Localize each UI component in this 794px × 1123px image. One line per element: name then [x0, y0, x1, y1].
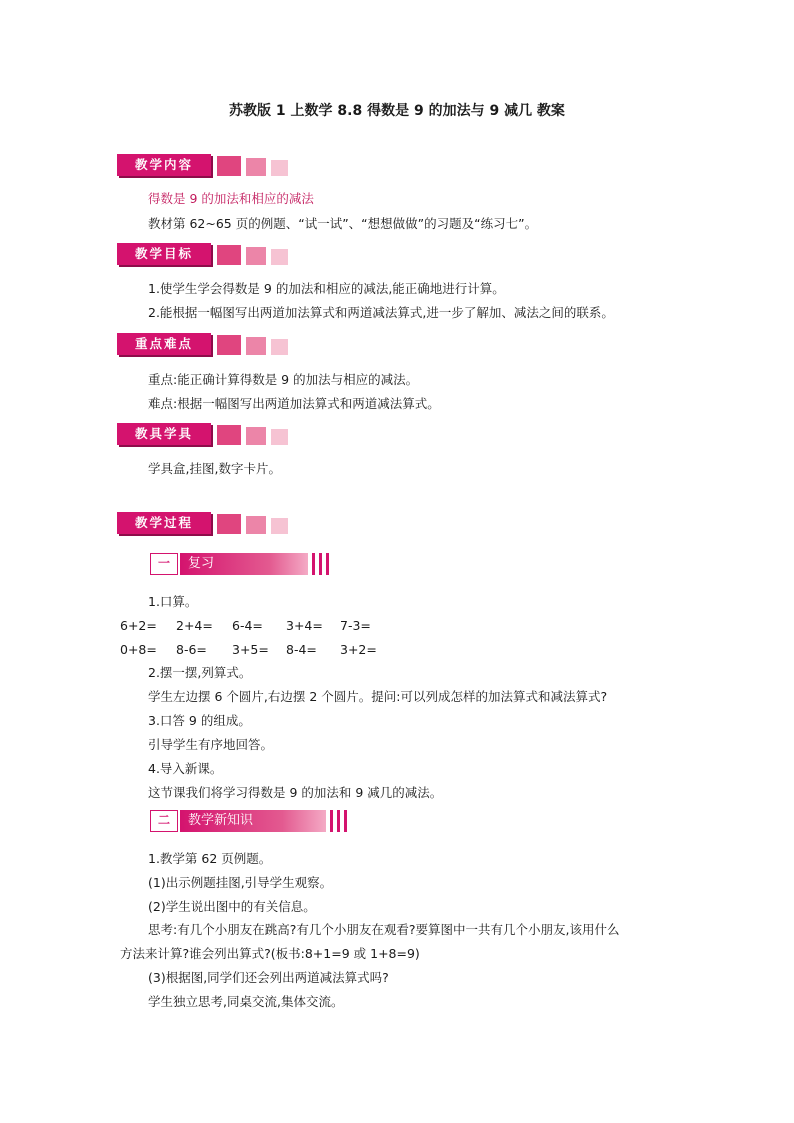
- decor-block: [246, 516, 266, 534]
- tools-text: 学具盒,挂图,数字卡片。: [148, 461, 281, 476]
- decor-tick: [330, 810, 333, 832]
- decor-block: [271, 429, 288, 445]
- decor-block: [217, 335, 241, 355]
- lesson-line: 方法来计算?谁会列出算式?(板书:8+1=9 或 1+8=9): [120, 946, 420, 961]
- calc-cell: 6+2=: [120, 618, 157, 633]
- decor-block: [271, 160, 288, 176]
- calc-cell: 3+5=: [232, 642, 269, 657]
- section-label: 重点难点: [117, 333, 211, 355]
- decor-block: [271, 249, 288, 265]
- decor-block: [217, 156, 241, 176]
- document-title: 苏教版 1 上数学 8.8 得数是 9 的加法与 9 减几 教案: [229, 103, 565, 119]
- subsection-label: 教学新知识: [180, 810, 326, 832]
- lesson-line: (1)出示例题挂图,引导学生观察。: [148, 875, 333, 890]
- decor-tick: [326, 553, 329, 575]
- subsection-number: 一: [150, 553, 178, 575]
- lesson-line: 思考:有几个小朋友在跳高?有几个小朋友在观看?要算图中一共有几个小朋友,该用什么: [148, 922, 620, 937]
- lesson-line: 学生独立思考,同桌交流,集体交流。: [148, 994, 344, 1009]
- subsection-number: 二: [150, 810, 178, 832]
- difficulty-item: 难点:根据一幅图写出两道加法算式和两道减法算式。: [148, 396, 440, 411]
- calc-cell: 3+4=: [286, 618, 323, 633]
- keypoint-item: 重点:能正确计算得数是 9 的加法与相应的减法。: [148, 372, 419, 387]
- decor-block: [217, 514, 241, 534]
- review-item-4-desc: 这节课我们将学习得数是 9 的加法和 9 减几的减法。: [148, 785, 443, 800]
- section-label: 教学内容: [117, 154, 211, 176]
- review-item-2: 2.摆一摆,列算式。: [148, 665, 252, 680]
- decor-block: [271, 518, 288, 534]
- decor-tick: [344, 810, 347, 832]
- section-label: 教学过程: [117, 512, 211, 534]
- decor-block: [246, 158, 266, 176]
- decor-block: [271, 339, 288, 355]
- review-item-2-desc: 学生左边摆 6 个圆片,右边摆 2 个圆片。提问:可以列成怎样的加法算式和减法算式?: [148, 689, 608, 704]
- lesson-line: 1.教学第 62 页例题。: [148, 851, 272, 866]
- subsection-label: 复习: [180, 553, 308, 575]
- calc-cell: 2+4=: [176, 618, 213, 633]
- content-topic: 得数是 9 的加法和相应的减法: [148, 191, 314, 206]
- review-item-3-desc: 引导学生有序地回答。: [148, 737, 274, 752]
- calc-cell: 3+2=: [340, 642, 377, 657]
- decor-tick: [337, 810, 340, 832]
- decor-block: [246, 247, 266, 265]
- content-material: 教材第 62~65 页的例题、“试一试”、“想想做做”的习题及“练习七”。: [148, 216, 538, 231]
- decor-block: [217, 245, 241, 265]
- calc-cell: 7-3=: [340, 618, 371, 633]
- goal-item: 2.能根据一幅图写出两道加法算式和两道减法算式,进一步了解加、减法之间的联系。: [148, 305, 614, 320]
- decor-block: [246, 427, 266, 445]
- decor-tick: [319, 553, 322, 575]
- calc-cell: 0+8=: [120, 642, 157, 657]
- calc-cell: 6-4=: [232, 618, 263, 633]
- decor-tick: [312, 553, 315, 575]
- review-item-1: 1.口算。: [148, 594, 198, 609]
- calc-cell: 8-4=: [286, 642, 317, 657]
- decor-block: [246, 337, 266, 355]
- decor-block: [217, 425, 241, 445]
- review-item-4: 4.导入新课。: [148, 761, 223, 776]
- section-label: 教学目标: [117, 243, 211, 265]
- section-label: 教具学具: [117, 423, 211, 445]
- lesson-line: (2)学生说出图中的有关信息。: [148, 899, 316, 914]
- goal-item: 1.使学生学会得数是 9 的加法和相应的减法,能正确地进行计算。: [148, 281, 505, 296]
- review-item-3: 3.口答 9 的组成。: [148, 713, 251, 728]
- lesson-line: (3)根据图,同学们还会列出两道减法算式吗?: [148, 970, 389, 985]
- calc-cell: 8-6=: [176, 642, 207, 657]
